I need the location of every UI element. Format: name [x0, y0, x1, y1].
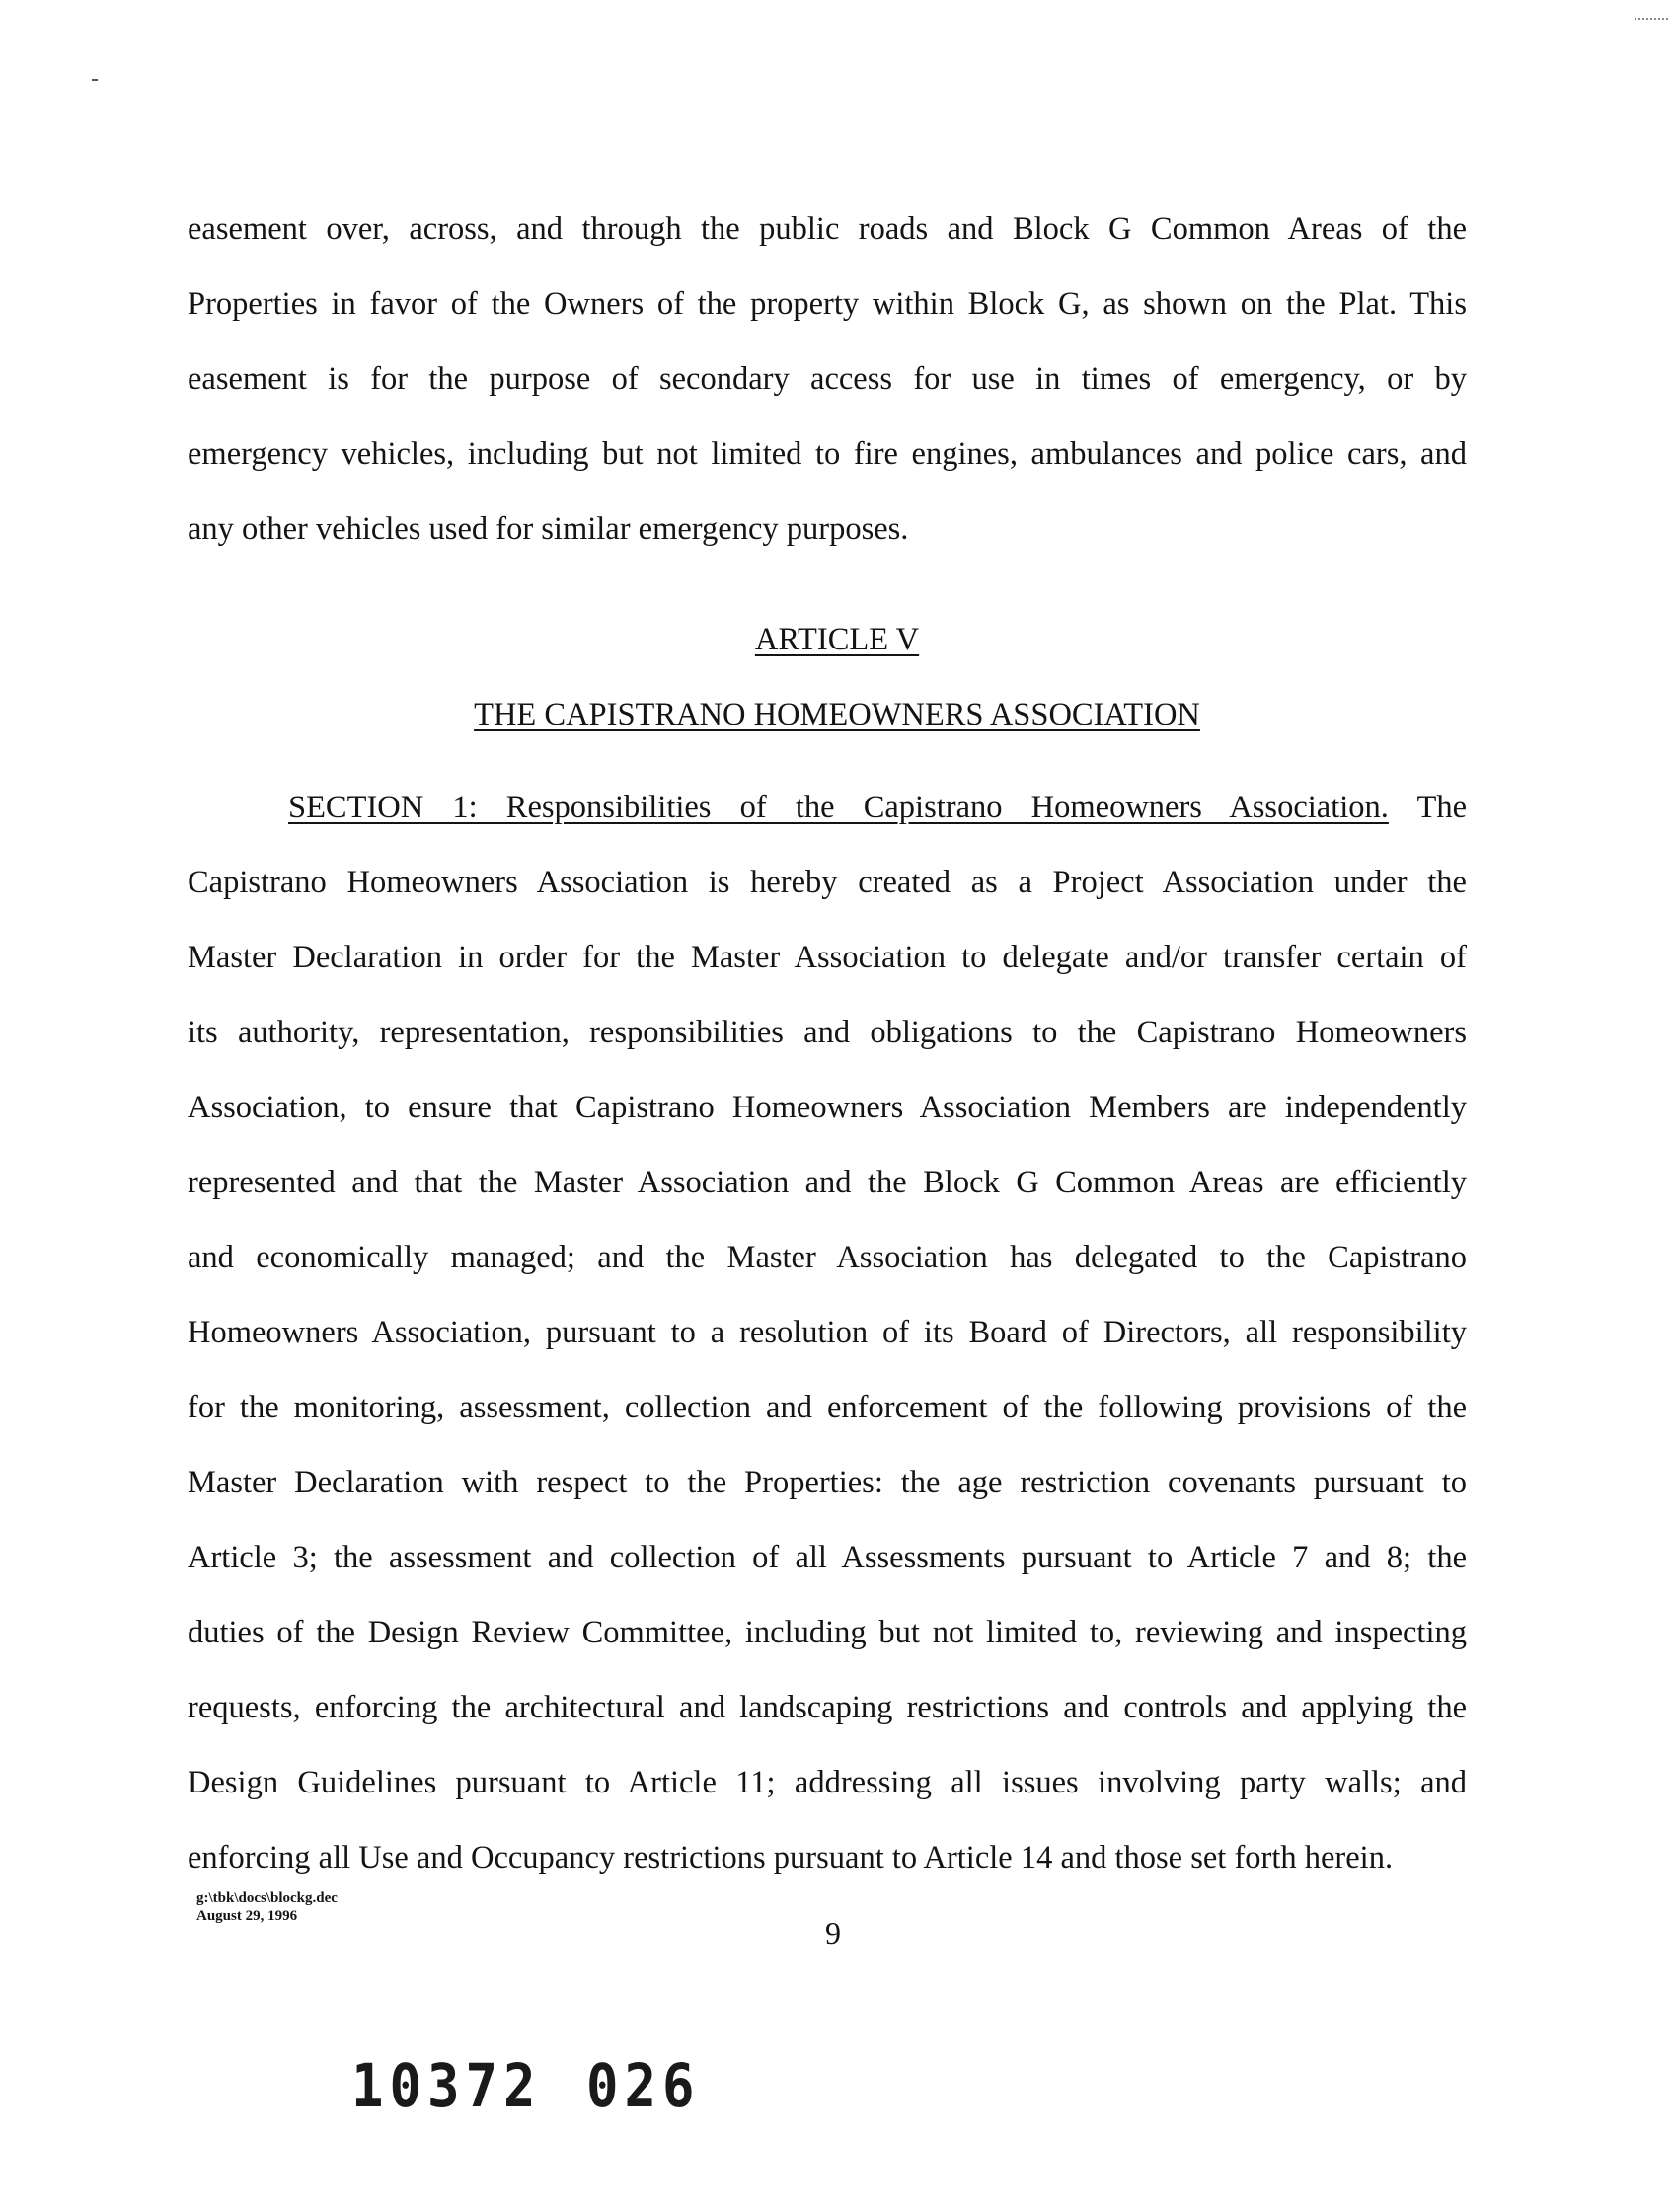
section-first-line-rest: The: [1416, 790, 1467, 825]
text-line: [288, 770, 1467, 845]
scan-artifact: [92, 79, 98, 81]
article-number: [0, 620, 1674, 659]
text-line: and economically managed; and the Master Association has delegated to the Capistrano: [188, 1240, 1467, 1275]
text-line: Master Declaration with respect to the Properties: the age restriction covenants pursuant to: [188, 1465, 1467, 1500]
paragraph-easement: [188, 191, 1467, 567]
text-line: any other vehicles used for similar emergency purposes.: [188, 511, 909, 547]
section-heading-line: [288, 770, 1467, 845]
article-title: [0, 695, 1674, 734]
text-line: its authority, representation, responsibilities and obligations to the Capistrano Homeowners: [188, 1015, 1467, 1050]
paragraph-section-1: [188, 845, 1467, 1895]
text-line: duties of the Design Review Committee, including but not limited to, reviewing and inspecting: [188, 1615, 1467, 1650]
article-title-text: THE CAPISTRANO HOMEOWNERS ASSOCIATION: [474, 697, 1200, 732]
text-line: Design Guidelines pursuant to Article 11; addressing all issues involving party walls; and: [188, 1765, 1467, 1800]
text-line: emergency vehicles, including but not limited to fire engines, ambulances and police cars, and: [188, 436, 1467, 472]
text-line: Homeowners Association, pursuant to a resolution of its Board of Directors, all responsibility: [188, 1315, 1467, 1350]
text-line: represented and that the Master Association and the Block G Common Areas are efficiently: [188, 1165, 1467, 1200]
text-line: Master Declaration in order for the Master Association to delegate and/or transfer certain of: [188, 940, 1467, 975]
footer-file-path: g:\tbk\docs\blockg.dec: [196, 1890, 338, 1906]
text-line: enforcing all Use and Occupancy restrictions pursuant to Article 14 and those set forth herein.: [188, 1840, 1394, 1875]
text-line: Capistrano Homeowners Association is hereby created as a Project Association under the: [188, 865, 1467, 900]
section-label: SECTION 1: Responsibilities of the Capistrano Homeowners Association.: [288, 790, 1389, 825]
text-line: Association, to ensure that Capistrano Homeowners Association Members are independently: [188, 1090, 1467, 1125]
recording-page-number: 026: [586, 2051, 701, 2121]
text-line: Properties in favor of the Owners of the property within Block G, as shown on the Plat. This: [188, 286, 1467, 322]
text-line: for the monitoring, assessment, collection and enforcement of the following provisions of the: [188, 1390, 1467, 1425]
article-number-text: ARTICLE V: [754, 622, 920, 657]
recording-book-number: 10372: [351, 2051, 542, 2121]
text-line: easement is for the purpose of secondary access for use in times of emergency, or by: [188, 361, 1467, 397]
text-line: Article 3; the assessment and collection of all Assessments pursuant to Article 7 and 8; the: [188, 1540, 1467, 1575]
footer-date: August 29, 1996: [196, 1908, 298, 1924]
footer-file-info: [196, 1889, 338, 1925]
text-line: requests, enforcing the architectural and landscaping restrictions and controls and applying the: [188, 1690, 1467, 1725]
text-line: easement over, across, and through the public roads and Block G Common Areas of the: [188, 211, 1467, 247]
scan-artifact: [1635, 18, 1668, 22]
page-number: 9: [825, 1915, 841, 1950]
